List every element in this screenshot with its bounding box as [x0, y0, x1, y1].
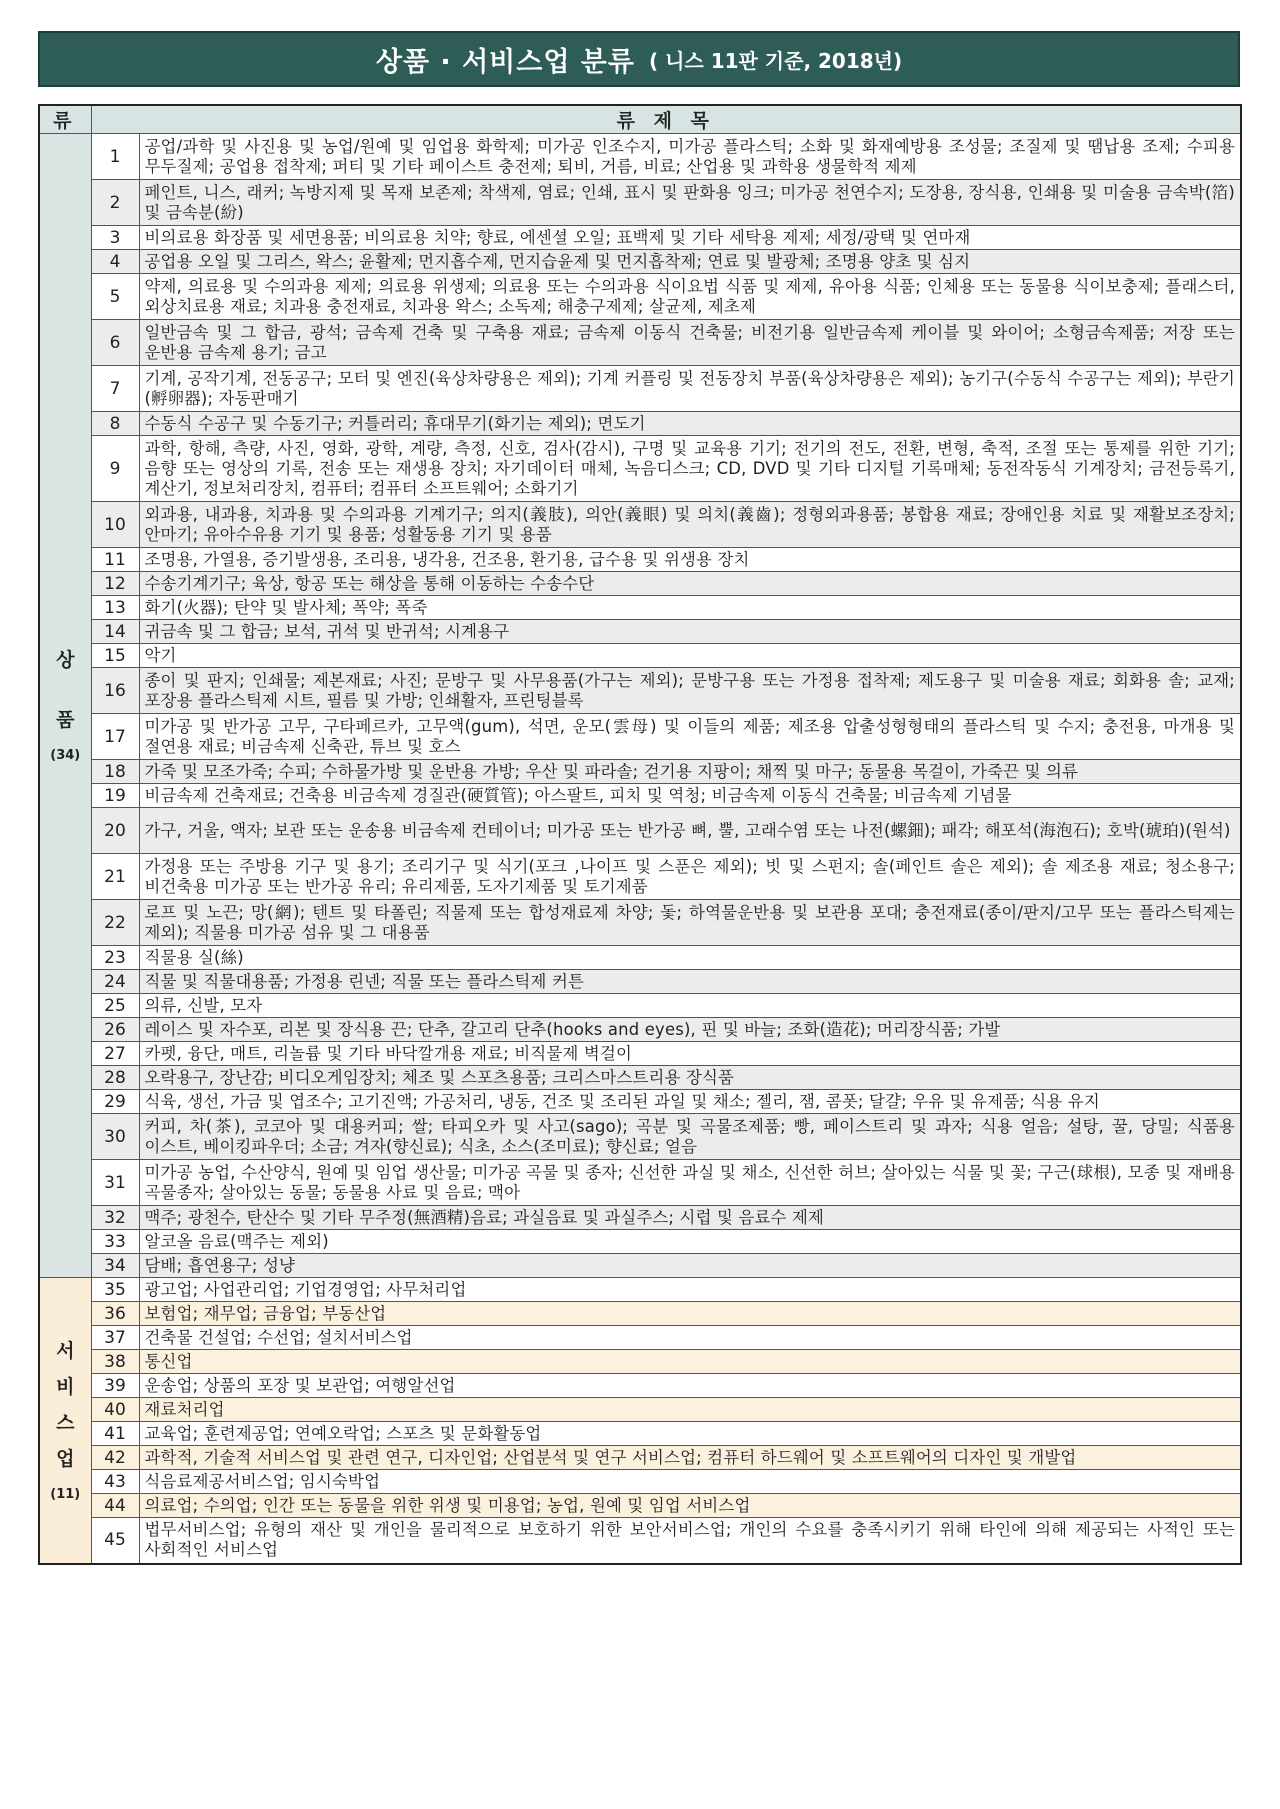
class-number: 37	[91, 1326, 139, 1350]
class-description: 식음료제공서비스업; 임시숙박업	[139, 1470, 1241, 1494]
table-row	[39, 620, 1241, 644]
table-row	[39, 808, 1241, 854]
class-number: 5	[91, 274, 139, 320]
class-number: 9	[91, 436, 139, 502]
table-row	[39, 250, 1241, 274]
group-count: (11)	[50, 1487, 81, 1503]
class-description: 광고업; 사업관리업; 기업경영업; 사무처리업	[139, 1278, 1241, 1302]
table-row	[39, 970, 1241, 994]
table-row	[39, 1518, 1241, 1564]
class-number: 42	[91, 1446, 139, 1470]
table-row	[39, 1160, 1241, 1206]
table-row	[39, 320, 1241, 366]
class-description: 수동식 수공구 및 수동기구; 커틀러리; 휴대무기(화기는 제외); 면도기	[139, 412, 1241, 436]
class-number: 29	[91, 1090, 139, 1114]
table-row	[39, 436, 1241, 502]
class-description: 비의료용 화장품 및 세면용품; 비의료용 치약; 향료, 에센셜 오일; 표백제 및 기타 세탁용 제제; 세정/광택 및 연마재	[139, 226, 1241, 250]
class-number: 30	[91, 1114, 139, 1160]
table-row	[39, 502, 1241, 548]
group-label-char: 업	[56, 1448, 75, 1470]
class-description: 비금속제 건축재료; 건축용 비금속제 경질관(硬質管); 아스팔트, 피치 및 역청; 비금속제 이동식 건축물; 비금속제 기념물	[139, 784, 1241, 808]
table-row	[39, 1494, 1241, 1518]
class-number: 7	[91, 366, 139, 412]
table-row	[39, 1398, 1241, 1422]
class-number: 33	[91, 1230, 139, 1254]
class-description: 미가공 농업, 수산양식, 원예 및 임업 생산물; 미가공 곡물 및 종자; 신선한 과실 및 채소, 신선한 허브; 살아있는 식물 및 꽃; 구근(球根), 모종 및 재배용 곡물종자; 살아있는 동물; 동물용 사료 및 음료; 맥아	[139, 1160, 1241, 1206]
class-description: 의료업; 수의업; 인간 또는 동물을 위한 위생 및 미용업; 농업, 원예 및 임업 서비스업	[139, 1494, 1241, 1518]
class-number: 26	[91, 1018, 139, 1042]
table-row	[39, 412, 1241, 436]
class-description: 기계, 공작기계, 전동공구; 모터 및 엔진(육상차량용은 제외); 기계 커플링 및 전동장치 부품(육상차량용은 제외); 농기구(수동식 수공구는 제외); 부란기(孵卵器); 자동판매기	[139, 366, 1241, 412]
class-description: 직물용 실(絲)	[139, 946, 1241, 970]
class-description: 과학, 항해, 측량, 사진, 영화, 광학, 계량, 측정, 신호, 검사(감시), 구명 및 교육용 기기; 전기의 전도, 전환, 변형, 축적, 조절 또는 통제를 위한 기기; 음향 또는 영상의 기록, 전송 또는 재생용 장치; 자기데이터 매체, 녹음디스크; CD, DVD 및 기타 디지털 기록매체; 동전작동식 기계장치; 금전등록기, 계산기, 정보처리장치, 컴퓨터; 컴퓨터 소프트웨어; 소화기기	[139, 436, 1241, 502]
class-number: 12	[91, 572, 139, 596]
class-description: 교육업; 훈련제공업; 연예오락업; 스포츠 및 문화활동업	[139, 1422, 1241, 1446]
table-row	[39, 1066, 1241, 1090]
table-header-row	[39, 105, 1241, 134]
page-title: 상품 · 서비스업 분류	[375, 46, 635, 78]
class-number: 19	[91, 784, 139, 808]
class-number: 40	[91, 1398, 139, 1422]
table-row	[39, 1422, 1241, 1446]
table-row	[39, 1278, 1241, 1302]
table-body	[39, 134, 1241, 1564]
class-number: 17	[91, 714, 139, 760]
class-number: 43	[91, 1470, 139, 1494]
class-number: 36	[91, 1302, 139, 1326]
group-label-char: 상	[56, 649, 75, 672]
class-number: 14	[91, 620, 139, 644]
class-description: 보험업; 재무업; 금융업; 부동산업	[139, 1302, 1241, 1326]
class-description: 가죽 및 모조가죽; 수피; 수하물가방 및 운반용 가방; 우산 및 파라솔; 걷기용 지팡이; 채찍 및 마구; 동물용 목걸이, 가죽끈 및 의류	[139, 760, 1241, 784]
class-number: 39	[91, 1374, 139, 1398]
class-description: 미가공 및 반가공 고무, 구타페르카, 고무액(gum), 석면, 운모(雲母) 및 이들의 제품; 제조용 압출성형형태의 플라스틱 및 수지; 충전용, 마개용 및 절연용 재료; 비금속제 신축관, 튜브 및 호스	[139, 714, 1241, 760]
class-number: 3	[91, 226, 139, 250]
class-description: 수송기계기구; 육상, 항공 또는 해상을 통해 이동하는 수송수단	[139, 572, 1241, 596]
table-row	[39, 760, 1241, 784]
class-description: 법무서비스업; 유형의 재산 및 개인을 물리적으로 보호하기 위한 보안서비스업; 개인의 수요를 충족시키기 위해 타인에 의해 제공되는 사적인 또는 사회적인 서비스업	[139, 1518, 1241, 1564]
class-description: 건축물 건설업; 수선업; 설치서비스업	[139, 1326, 1241, 1350]
table-row	[39, 644, 1241, 668]
table-row	[39, 226, 1241, 250]
table-row	[39, 596, 1241, 620]
class-number: 45	[91, 1518, 139, 1564]
class-number: 20	[91, 808, 139, 854]
table-row	[39, 180, 1241, 226]
class-description: 종이 및 판지; 인쇄물; 제본재료; 사진; 문방구 및 사무용품(가구는 제외); 문방구용 또는 가정용 접착제; 제도용구 및 미술용 재료; 회화용 솔; 교재; 포장용 플라스틱제 시트, 필름 및 가방; 인쇄활자, 프린팅블록	[139, 668, 1241, 714]
class-description: 공업/과학 및 사진용 및 농업/원예 및 임업용 화학제; 미가공 인조수지, 미가공 플라스틱; 소화 및 화재예방용 조성물; 조질제 및 땜납용 조제; 수피용 무두질제; 공업용 접착제; 퍼티 및 기타 페이스트 충전제; 퇴비, 거름, 비료; 산업용 및 과학용 생물학적 제제	[139, 134, 1241, 180]
table-row	[39, 1042, 1241, 1066]
class-number: 4	[91, 250, 139, 274]
class-description: 과학적, 기술적 서비스업 및 관련 연구, 디자인업; 산업분석 및 연구 서비스업; 컴퓨터 하드웨어 및 소프트웨어의 디자인 및 개발업	[139, 1446, 1241, 1470]
class-description: 맥주; 광천수, 탄산수 및 기타 무주정(無酒精)음료; 과실음료 및 과실주스; 시럽 및 음료수 제제	[139, 1206, 1241, 1230]
class-number: 8	[91, 412, 139, 436]
class-description: 커피, 차(茶), 코코아 및 대용커피; 쌀; 타피오카 및 사고(sago); 곡분 및 곡물조제품; 빵, 페이스트리 및 과자; 식용 얼음; 설탕, 꿀, 당밀; 식품용 이스트, 베이킹파우더; 소금; 겨자(향신료); 식초, 소스(조미료); 향신료; 얼음	[139, 1114, 1241, 1160]
table-row	[39, 994, 1241, 1018]
table-row	[39, 134, 1241, 180]
class-number: 6	[91, 320, 139, 366]
class-number: 28	[91, 1066, 139, 1090]
class-description: 식육, 생선, 가금 및 엽조수; 고기진액; 가공처리, 냉동, 건조 및 조리된 과일 및 채소; 젤리, 잼, 콤폿; 달걀; 우유 및 유제품; 식용 유지	[139, 1090, 1241, 1114]
table-row	[39, 1090, 1241, 1114]
header-title: 류 제 목	[91, 105, 1241, 134]
table-row	[39, 900, 1241, 946]
class-number: 2	[91, 180, 139, 226]
classification-table	[38, 104, 1242, 1565]
class-number: 27	[91, 1042, 139, 1066]
class-number: 44	[91, 1494, 139, 1518]
group-services	[39, 1278, 91, 1564]
class-number: 11	[91, 548, 139, 572]
group-goods	[39, 134, 91, 1278]
table-row	[39, 1326, 1241, 1350]
table-row	[39, 366, 1241, 412]
class-description: 레이스 및 자수포, 리본 및 장식용 끈; 단추, 갈고리 단추(hooks and eyes), 핀 및 바늘; 조화(造花); 머리장식품; 가발	[139, 1018, 1241, 1042]
class-number: 35	[91, 1278, 139, 1302]
class-description: 약제, 의료용 및 수의과용 제제; 의료용 위생제; 의료용 또는 수의과용 식이요법 식품 및 제제, 유아용 식품; 인체용 또는 동물용 식이보충제; 플래스터, 외상치료용 재료; 치과용 충전재료, 치과용 왁스; 소독제; 해충구제제; 살균제, 제초제	[139, 274, 1241, 320]
page-subtitle: ( 니스 11판 기준, 2018년)	[648, 48, 903, 73]
class-description: 카펫, 융단, 매트, 리놀륨 및 기타 바닥깔개용 재료; 비직물제 벽걸이	[139, 1042, 1241, 1066]
table-row	[39, 1302, 1241, 1326]
table-row	[39, 1446, 1241, 1470]
table-row	[39, 1470, 1241, 1494]
class-description: 운송업; 상품의 포장 및 보관업; 여행알선업	[139, 1374, 1241, 1398]
class-number: 22	[91, 900, 139, 946]
class-description: 재료처리업	[139, 1398, 1241, 1422]
table-row	[39, 1114, 1241, 1160]
class-description: 일반금속 및 그 합금, 광석; 금속제 건축 및 구축용 재료; 금속제 이동식 건축물; 비전기용 일반금속제 케이블 및 와이어; 소형금속제품; 저장 또는 운반용 금속제 용기; 금고	[139, 320, 1241, 366]
table-row	[39, 1018, 1241, 1042]
table-row	[39, 784, 1241, 808]
page-title-banner	[38, 31, 1240, 87]
class-description: 화기(火器); 탄약 및 발사체; 폭약; 폭죽	[139, 596, 1241, 620]
table-row	[39, 548, 1241, 572]
class-number: 10	[91, 502, 139, 548]
group-label-char: 품	[56, 709, 75, 732]
class-description: 알코올 음료(맥주는 제외)	[139, 1230, 1241, 1254]
group-label-char: 비	[56, 1375, 75, 1398]
class-description: 통신업	[139, 1350, 1241, 1374]
class-number: 31	[91, 1160, 139, 1206]
table-row	[39, 854, 1241, 900]
table-row	[39, 714, 1241, 760]
table-row	[39, 1230, 1241, 1254]
class-description: 악기	[139, 644, 1241, 668]
class-description: 담배; 흡연용구; 성냥	[139, 1254, 1241, 1278]
class-description: 가정용 또는 주방용 기구 및 용기; 조리기구 및 식기(포크 ,나이프 및 스푼은 제외); 빗 및 스펀지; 솔(페인트 솔은 제외); 솔 제조용 재료; 청소용구; 비건축용 미가공 또는 반가공 유리; 유리제품, 도자기제품 및 토기제품	[139, 854, 1241, 900]
class-number: 15	[91, 644, 139, 668]
class-description: 조명용, 가열용, 증기발생용, 조리용, 냉각용, 건조용, 환기용, 급수용 및 위생용 장치	[139, 548, 1241, 572]
table-row	[39, 274, 1241, 320]
class-description: 로프 및 노끈; 망(網); 텐트 및 타폴린; 직물제 또는 합성재료제 차양; 돛; 하역물운반용 및 보관용 포대; 충전재료(종이/판지/고무 또는 플라스틱제는 제외); 직물용 미가공 섬유 및 그 대용품	[139, 900, 1241, 946]
class-number: 32	[91, 1206, 139, 1230]
table-row	[39, 1350, 1241, 1374]
header-class: 류	[39, 105, 91, 134]
class-number: 24	[91, 970, 139, 994]
group-label-char: 서	[56, 1339, 75, 1362]
class-number: 13	[91, 596, 139, 620]
class-description: 귀금속 및 그 합금; 보석, 귀석 및 반귀석; 시계용구	[139, 620, 1241, 644]
class-description: 직물 및 직물대용품; 가정용 린넨; 직물 또는 플라스틱제 커튼	[139, 970, 1241, 994]
class-description: 오락용구, 장난감; 비디오게임장치; 체조 및 스포츠용품; 크리스마스트리용 장식품	[139, 1066, 1241, 1090]
table-row	[39, 1254, 1241, 1278]
group-count: (34)	[50, 748, 81, 764]
class-number: 1	[91, 134, 139, 180]
class-number: 25	[91, 994, 139, 1018]
class-description: 공업용 오일 및 그리스, 왁스; 윤활제; 먼지흡수제, 먼지습윤제 및 먼지흡착제; 연료 및 발광체; 조명용 양초 및 심지	[139, 250, 1241, 274]
class-description: 가구, 거울, 액자; 보관 또는 운송용 비금속제 컨테이너; 미가공 또는 반가공 뼈, 뿔, 고래수염 또는 나전(螺鈿); 패각; 해포석(海泡石); 호박(琥珀)(원석)	[139, 808, 1241, 854]
table-row	[39, 572, 1241, 596]
class-description: 페인트, 니스, 래커; 녹방지제 및 목재 보존제; 착색제, 염료; 인쇄, 표시 및 판화용 잉크; 미가공 천연수지; 도장용, 장식용, 인쇄용 및 미술용 금속박(箔) 및 금속분(紛)	[139, 180, 1241, 226]
table-row	[39, 1206, 1241, 1230]
class-number: 16	[91, 668, 139, 714]
table-row	[39, 668, 1241, 714]
class-number: 38	[91, 1350, 139, 1374]
table-row	[39, 946, 1241, 970]
class-description: 외과용, 내과용, 치과용 및 수의과용 기계기구; 의지(義肢), 의안(義眼) 및 의치(義齒); 정형외과용품; 봉합용 재료; 장애인용 치료 및 재활보조장치; 안마기; 유아수유용 기기 및 용품; 성활동용 기기 및 용품	[139, 502, 1241, 548]
table-row	[39, 1374, 1241, 1398]
class-number: 41	[91, 1422, 139, 1446]
group-label-char: 스	[56, 1411, 75, 1434]
class-description: 의류, 신발, 모자	[139, 994, 1241, 1018]
class-number: 23	[91, 946, 139, 970]
class-number: 18	[91, 760, 139, 784]
class-number: 34	[91, 1254, 139, 1278]
class-number: 21	[91, 854, 139, 900]
